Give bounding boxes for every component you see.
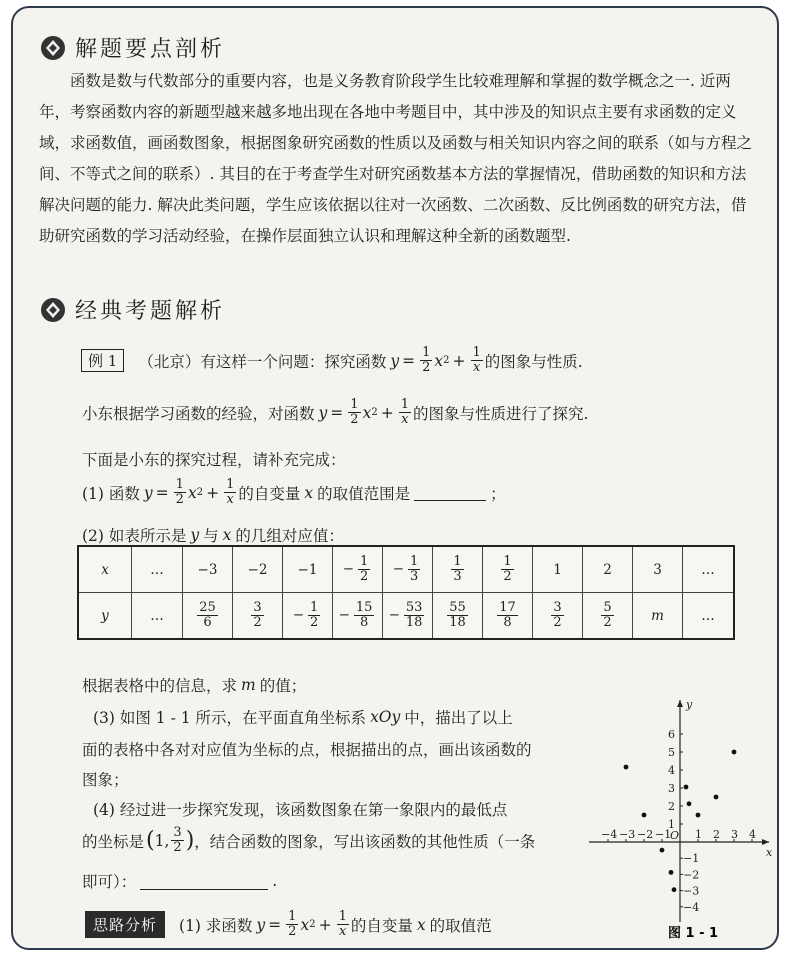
fraction: $\frac{17}{8}$	[499, 600, 516, 630]
text: （北京）有这样一个问题：探究函数	[138, 352, 387, 371]
data-point	[660, 848, 665, 853]
text: 小东根据学习函数的经验，对函数	[82, 404, 315, 423]
fraction: $\frac{1}{2}$	[175, 477, 184, 507]
table-cell	[183, 593, 233, 640]
data-point	[642, 813, 647, 818]
text: (1) 求函数	[179, 916, 253, 935]
diamond-badge-icon	[39, 296, 67, 324]
minus-sign: −	[292, 607, 305, 623]
question-2	[82, 524, 344, 546]
fraction: $\frac{3}{2}$	[553, 600, 562, 630]
fraction: $\frac{1}{2}$	[350, 397, 359, 427]
minus-sign: −	[388, 607, 400, 623]
x-tick-label: −1	[655, 828, 672, 841]
math-op: +	[318, 915, 332, 934]
fraction: $\frac{1}{x}$	[400, 397, 409, 427]
math-op: )	[185, 828, 195, 853]
text: 即可）：	[82, 873, 137, 891]
fraction: $\frac{1}{2}$	[288, 909, 297, 939]
example-intro	[81, 346, 583, 375]
table-cell	[483, 546, 533, 593]
x-tick-label: 3	[731, 828, 738, 841]
math-var: m	[241, 676, 256, 694]
fraction: $\frac{1}{2}$	[360, 554, 369, 584]
text: (1) 函数	[82, 484, 140, 503]
table-cell	[483, 593, 533, 640]
answer-blank[interactable]	[414, 484, 486, 501]
y-tick-label: 4	[668, 764, 675, 777]
table-cell	[533, 593, 583, 640]
question-4-line1: (4) 经过进一步探究发现，该函数图象在第一象限内的最低点	[93, 801, 508, 819]
question-1	[82, 478, 506, 507]
x-tick-label: −2	[637, 828, 654, 841]
math-var: x	[300, 915, 310, 934]
math-var: x	[362, 403, 372, 422]
question-3-line3: 图象；	[82, 771, 129, 789]
math-var: y	[256, 915, 266, 934]
minus-sign: −	[342, 561, 355, 577]
text: 的取值范围是	[317, 484, 411, 503]
table-cell: 2	[583, 546, 633, 593]
data-point	[687, 801, 692, 806]
math-sup: 2	[309, 919, 316, 930]
table-header-y: y	[78, 593, 132, 640]
text: 根据表格中的信息，求	[82, 677, 238, 695]
math-var: y	[318, 403, 328, 422]
text: 中，描出了以上	[404, 709, 513, 727]
text: (2) 如表所示是	[82, 527, 187, 545]
math-var: y	[143, 483, 153, 502]
math-op: +	[452, 351, 466, 370]
fraction: $\frac{1}{x}$	[338, 909, 347, 939]
answer-blank[interactable]	[140, 873, 268, 890]
section-title: 经典考题解析	[75, 299, 226, 324]
y-tick-label: −2	[683, 868, 700, 882]
text: ；	[490, 484, 506, 503]
example-line3: 下面是小东的探究过程，请补充完成：	[82, 451, 346, 469]
text: 的几组对应值：	[235, 527, 344, 545]
fraction: $\frac{53}{18}$	[405, 600, 423, 630]
table-cell: 3	[633, 546, 683, 593]
x-tick-label: 4	[749, 828, 756, 841]
y-tick-label: 2	[668, 800, 675, 813]
textbook-page	[11, 6, 779, 950]
y-tick-label: 1	[668, 818, 675, 831]
text: 的取值范	[429, 916, 492, 935]
data-point	[684, 785, 689, 790]
question-3-line2: 面的表格中各对对应值为坐标的点，根据描出的点，画出该函数的	[82, 741, 532, 759]
table-cell	[333, 546, 383, 593]
text: 与	[203, 527, 219, 545]
fraction: $\frac{5}{2}$	[603, 600, 612, 630]
fraction: $\frac{15}{8}$	[355, 600, 373, 630]
y-tick-label: −1	[683, 852, 700, 866]
y-axis-label: y	[686, 698, 693, 711]
table-cell: …	[132, 546, 183, 593]
table-cell	[383, 546, 433, 593]
table-row-x	[78, 546, 734, 593]
text: 的自变量	[238, 484, 301, 503]
y-tick-label: −3	[683, 884, 700, 898]
text: 的图象与性质进行了探究.	[412, 404, 589, 423]
math-var: x	[416, 915, 426, 934]
fraction: $\frac{1}{3}$	[410, 554, 419, 584]
table-row-y	[78, 593, 734, 640]
y-tick-label: −4	[683, 900, 700, 914]
math-op: =	[268, 915, 282, 934]
fraction: $\frac{25}{6}$	[199, 600, 216, 630]
table-header-x: x	[78, 546, 132, 593]
table-cell	[283, 593, 333, 640]
math-op: +	[380, 403, 394, 422]
value-table	[77, 545, 735, 640]
data-point	[669, 870, 674, 875]
math-num: 1	[154, 831, 165, 850]
y-tick-label: 6	[668, 728, 675, 741]
question-4-line2	[82, 826, 535, 855]
table-cell: 1	[533, 546, 583, 593]
origin-label: O	[670, 829, 680, 842]
data-point	[624, 765, 629, 770]
x-tick-label: −3	[619, 828, 636, 841]
table-cell: …	[132, 593, 183, 640]
text: 的图象与性质.	[484, 352, 583, 371]
table-cell: −3	[183, 546, 233, 593]
table-cell	[433, 593, 483, 640]
data-point	[732, 750, 737, 755]
math-sup: 2	[371, 407, 378, 418]
tick-labels	[601, 698, 773, 914]
text: 的坐标是	[82, 832, 145, 851]
table-cell	[333, 593, 383, 640]
table-cell: …	[683, 593, 735, 640]
coordinate-figure	[583, 694, 773, 944]
math-op: =	[155, 483, 169, 502]
math-sup: 2	[443, 355, 450, 366]
math-var: y	[390, 351, 400, 370]
x-tick-label: 2	[713, 828, 720, 841]
x-axis-arrow-icon	[762, 839, 769, 845]
fraction: $\frac{1}{2}$	[422, 345, 431, 375]
table-cell	[383, 593, 433, 640]
think-analysis-tag: 思路分析	[85, 911, 165, 938]
y-tick-label: 5	[668, 746, 675, 759]
math-var: y	[190, 526, 200, 544]
text: 的自变量	[350, 916, 413, 935]
fraction: $\frac{1}{3}$	[453, 554, 462, 584]
example-tag: 例 1	[81, 349, 124, 372]
text: .	[272, 872, 278, 890]
minus-sign: −	[338, 607, 350, 623]
section-title: 解题要点剖析	[75, 37, 226, 62]
table-cell: m	[633, 593, 683, 640]
x-tick-label: −4	[601, 828, 618, 841]
math-op: =	[402, 351, 416, 370]
section-heading-examples	[39, 294, 225, 325]
math-op: =	[330, 403, 344, 422]
table-cell	[233, 593, 283, 640]
math-var: xOy	[370, 708, 401, 726]
data-point	[714, 795, 719, 800]
math-op: (	[146, 828, 155, 853]
math-var: x	[304, 483, 314, 502]
example-line2	[82, 398, 588, 427]
table-cell	[583, 593, 633, 640]
y-axis-arrow-icon	[677, 700, 683, 707]
think-analysis-line	[85, 910, 492, 939]
table-cell	[433, 546, 483, 593]
text: (3) 如图 1 - 1 所示，在平面直角坐标系	[93, 709, 367, 727]
after-table-line	[82, 674, 306, 696]
fraction: $\frac{1}{2}$	[310, 600, 319, 630]
intro-paragraph: 函数是数与代数部分的重要内容，也是义务教育阶段学生比较难理解和掌握的数学概念之一. 近两年，考察函数内容的新题型越来越多地出现在各地中考题目中，其中涉及的知识点主要有求函数的定义域，求函数值，画函数图象，根据图象研究函数的性质以及函数与相关知识内容之间的联系（如与方程之间、不等式之间的联系）. 其目的在于考查学生对研究函数基本方法的掌握情况，借助函数的知识和方法解决问题的能力. 解决此类问题，学生应该依据以往对一次函数、二次函数、反比例函数的研究方法，借助研究函数的学习活动经验，在操作层面独立认识和理解这种全新的函数题型.	[39, 72, 753, 245]
math-sup: 2	[196, 487, 204, 498]
y-tick-label: 3	[668, 782, 675, 795]
fraction: $\frac{3}{2}$	[253, 600, 262, 630]
table-cell: …	[683, 546, 735, 593]
math-op: +	[206, 483, 220, 502]
question-3-line1	[93, 706, 513, 728]
table-cell: −1	[283, 546, 333, 593]
fraction: $\frac{55}{18}$	[449, 600, 466, 630]
text: ，结合函数的图象，写出该函数的其他性质（一条	[194, 832, 536, 851]
data-point	[696, 813, 701, 818]
math-var: x	[187, 483, 197, 502]
x-tick-label: 1	[695, 828, 702, 841]
x-axis-label: x	[766, 846, 773, 859]
question-4-line3	[82, 870, 277, 892]
fraction: $\frac{1}{2}$	[503, 554, 512, 584]
diamond-badge-icon	[39, 34, 67, 62]
text: 的值；	[259, 677, 307, 695]
section-heading-analysis	[39, 32, 225, 63]
math-op: ,	[164, 831, 170, 850]
math-var: x	[434, 351, 444, 370]
axes	[589, 700, 769, 922]
table-cell: −2	[233, 546, 283, 593]
fraction: $\frac{1}{x}$	[472, 345, 481, 375]
figure-caption: 图 1 - 1	[668, 926, 719, 941]
math-var: x	[222, 526, 232, 544]
fraction: $\frac{3}{2}$	[173, 825, 182, 855]
minus-sign: −	[392, 561, 405, 577]
fraction: $\frac{1}{x}$	[226, 477, 235, 507]
data-point	[672, 887, 677, 892]
